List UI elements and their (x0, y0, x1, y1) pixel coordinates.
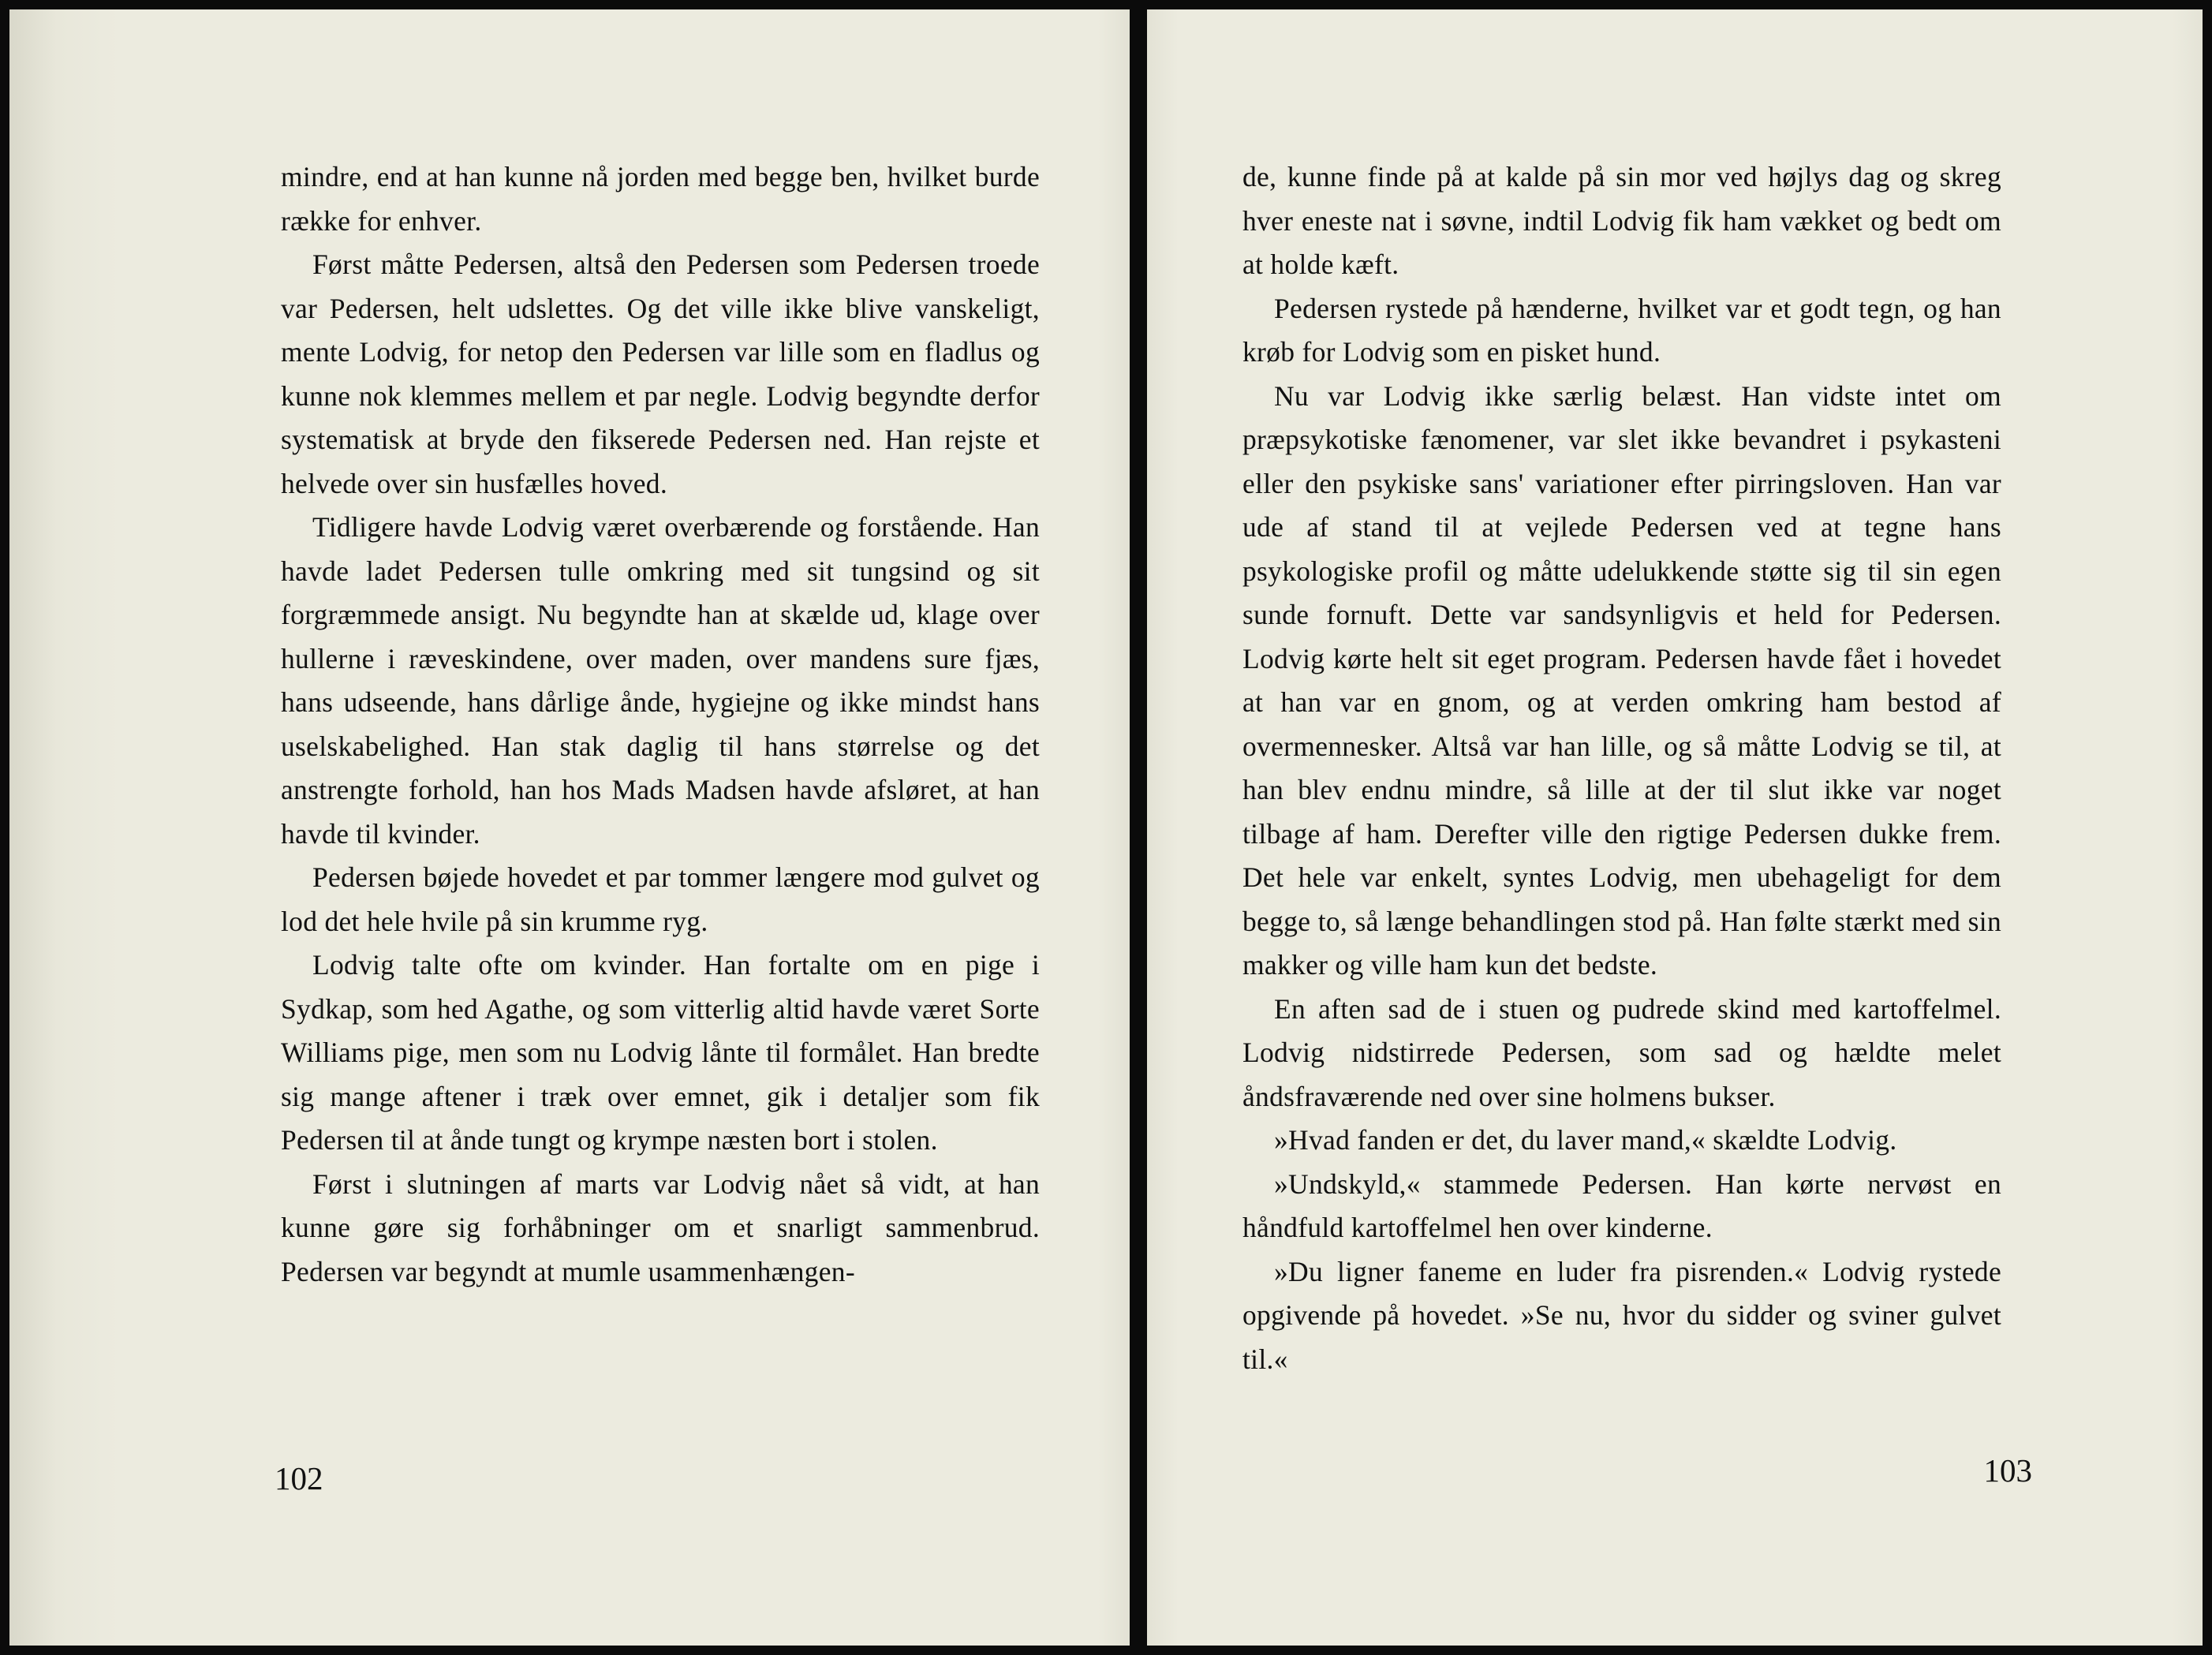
right-page-text (1242, 155, 2001, 1381)
page-number: 102 (275, 1460, 323, 1496)
paragraph: Først måtte Pedersen, altså den Pedersen som Pedersen troede var Pedersen, helt udslettes. Og det ville ikke blive vanskeligt, mente Lodvig, for netop den Pedersen var lille som en fladlus og kunne nok klemmes mellem et par negle. Lodvig begyndte derfor systematisk at bryde den fikserede Pedersen ned. Han rejste et helvede over sin husfælles hoved. (281, 248, 1040, 499)
paragraph: Pedersen bøjede hovedet et par tommer længere mod gulvet og lod det hele hvile på sin krumme ryg. (281, 861, 1040, 937)
right-page (1147, 9, 2203, 1646)
paragraph: En aften sad de i stuen og pudrede skind med kartoffelmel. Lodvig nidstirrede Pedersen, som sad og hældte melet åndsfraværende ned over sine holmens bukser. (1242, 992, 2001, 1112)
page-number: 103 (1983, 1452, 2032, 1489)
left-page (9, 9, 1130, 1646)
paragraph: Pedersen rystede på hænderne, hvilket var et godt tegn, og han krøb for Lodvig som en pisket hund. (1242, 292, 2001, 368)
paragraph: Først i slutningen af marts var Lodvig nået så vidt, at han kunne gøre sig forhåbninger om et snarligt sammenbrud. Pedersen var begyndt at mumle usammenhængen- (281, 1167, 1040, 1287)
paragraph: Tidligere havde Lodvig været overbærende og forstående. Han havde ladet Pedersen tulle omkring med sit tungsind og sit forgræmmede ansigt. Nu begyndte han at skælde ud, klage over hullerne i ræveskindene, over maden, over mandens sure fjæs, hans udseende, hans dårlige ånde, hygiejne og ikke mindst hans uselskabelighed. Han stak daglig til hans størrelse og det anstrengte forhold, han hos Mads Madsen havde afsløret, at han havde til kvinder. (281, 511, 1040, 850)
paragraph: Nu var Lodvig ikke særlig belæst. Han vidste intet om præpsykotiske fænomener, var slet ikke bevandret i psykasteni eller den psykiske sans' variationer efter pirringsloven. Han var ude af stand til at vejlede Pedersen ved at tegne hans psykologiske profil og måtte udelukkende støtte sig til sin egen sunde fornuft. Dette var sandsynligvis et held for Pedersen. Lodvig kørte helt sit eget program. Pedersen havde fået i hovedet at han var en gnom, og at verden omkring ham bestod af overmennesker. Altså var han lille, og så måtte Lodvig se til, at han blev endnu mindre, så lille at der til slut ikke var noget tilbage af ham. Derefter ville den rigtige Pedersen dukke frem. Det hele var enkelt, syntes Lodvig, men ubehageligt for dem begge to, så længe behandlingen stod på. Han følte stærkt med sin makker og ville ham kun det bedste. (1242, 379, 2001, 981)
paragraph: Lodvig talte ofte om kvinder. Han fortalte om en pige i Sydkap, som hed Agathe, og som vitterlig altid havde været Sorte Williams pige, men som nu Lodvig lånte til formålet. Han bredte sig mange aftener i træk over emnet, gik i detaljer som fik Pedersen til at ånde tungt og krympe næsten bort i stolen. (281, 949, 1040, 1156)
paragraph: de, kunne finde på at kalde på sin mor ved højlys dag og skreg hver eneste nat i søvne, indtil Lodvig fik ham vækket og bedt om at holde kæft. (1242, 161, 2001, 280)
paragraph: mindre, end at han kunne nå jorden med begge ben, hvilket burde række for enhver. (281, 161, 1040, 237)
paragraph: »Du ligner faneme en luder fra pisrenden.« Lodvig rystede opgivende på hovedet. »Se nu, hvor du sidder og sviner gulvet til.« (1242, 1255, 2001, 1375)
paragraph: »Undskyld,« stammede Pedersen. Han kørte nervøst en håndfuld kartoffelmel hen over kinderne. (1242, 1167, 2001, 1243)
paragraph: »Hvad fanden er det, du laver mand,« skældte Lodvig. (1274, 1124, 1897, 1156)
left-page-text (281, 155, 1040, 1294)
